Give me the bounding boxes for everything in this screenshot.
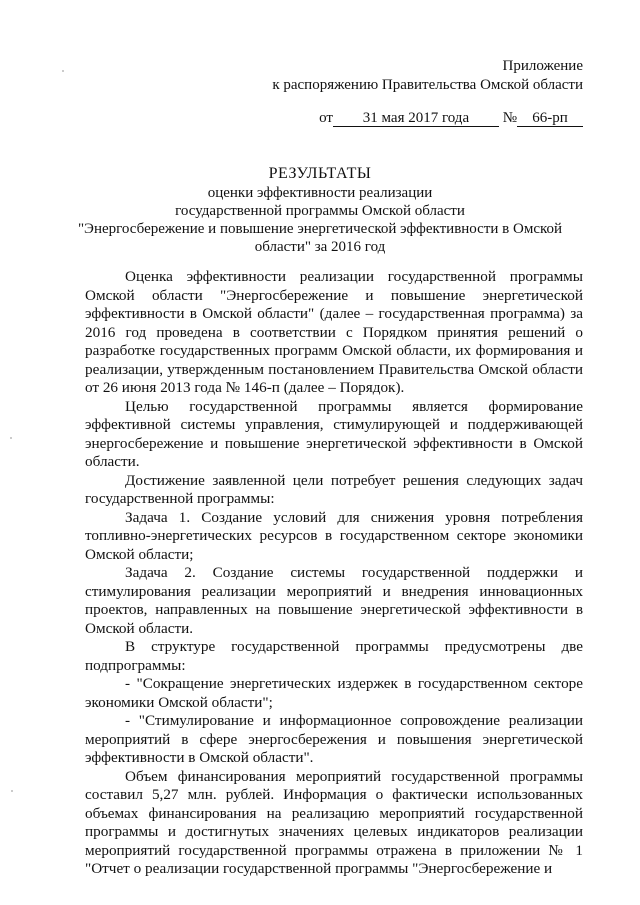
document-number: 66-рп [517, 110, 583, 127]
paragraph: Задача 2. Создание системы государственной поддержки и стимулирования реализации мероприятий и внедрения инновационных проектов, направленных на повышение энергетической эффективности в Омской области. [85, 564, 583, 637]
paragraph: Целью государственной программы является формирование эффективной системы управления, стимулирующей и поддерживающей энергосбережение и повышение энергетической эффективности в Омской области. [85, 397, 583, 470]
paragraph: В структуре государственной программы предусмотрены две подпрограммы: [85, 638, 583, 674]
paragraph: Объем финансирования мероприятий государственной программы составил 5,27 млн. рублей. Информация о фактически использованных объемах финансирования на реализацию мероприятий государственной программы и достигнутых значениях целевых индикаторов реализации мероприятий государственной программы отражена в приложении № 1 "Отчет о реализации государственной программы "Энергосбережение и [85, 767, 583, 877]
appendix-reference: к распоряжению Правительства Омской области [272, 77, 583, 93]
title-program: государственной программы Омской области [175, 203, 465, 219]
list-item: - "Сокращение энергетических издержек в государственном секторе экономики Омской области"; [85, 675, 583, 711]
title-subheading: оценки эффективности реализации [207, 185, 433, 201]
scan-speck [10, 437, 12, 439]
number-label: № [502, 110, 517, 126]
document-title [60, 164, 580, 256]
document-date-line [319, 109, 583, 128]
appendix-label: Приложение [502, 58, 583, 74]
paragraph: Оценка эффективности реализации государственной программы Омской области "Энергосбережение и повышение энергетической эффективности в Омской области" (далее – государственная программа) за 2016 год проведена в соответствии с Порядком принятия решений о разработке государственных программ Омской области, их формирования и реализации, утвержденным постановлением Правительства Омской области от 26 июня 2013 года № 146-п (далее – Порядок). [85, 268, 583, 396]
paragraph: Задача 1. Создание условий для снижения уровня потребления топливно-энергетических ресурсов в государственном секторе экономики Омской области; [85, 508, 583, 563]
title-program-name: "Энергосбережение и повышение энергетической эффективности в Омской области" за 2016 год [77, 221, 563, 255]
scan-speck [11, 790, 13, 792]
document-date: 31 мая 2017 года [333, 110, 499, 127]
document-body [85, 268, 583, 879]
from-label: от [319, 110, 333, 126]
scan-speck [62, 70, 64, 72]
title-heading: РЕЗУЛЬТАТЫ [268, 165, 372, 182]
paragraph: Достижение заявленной цели потребует решения следующих задач государственной программы: [85, 471, 583, 507]
list-item: - "Стимулирование и информационное сопровождение реализации мероприятий в сфере энергосбережения и повышения энергетической эффективности в Омской области". [85, 712, 583, 766]
